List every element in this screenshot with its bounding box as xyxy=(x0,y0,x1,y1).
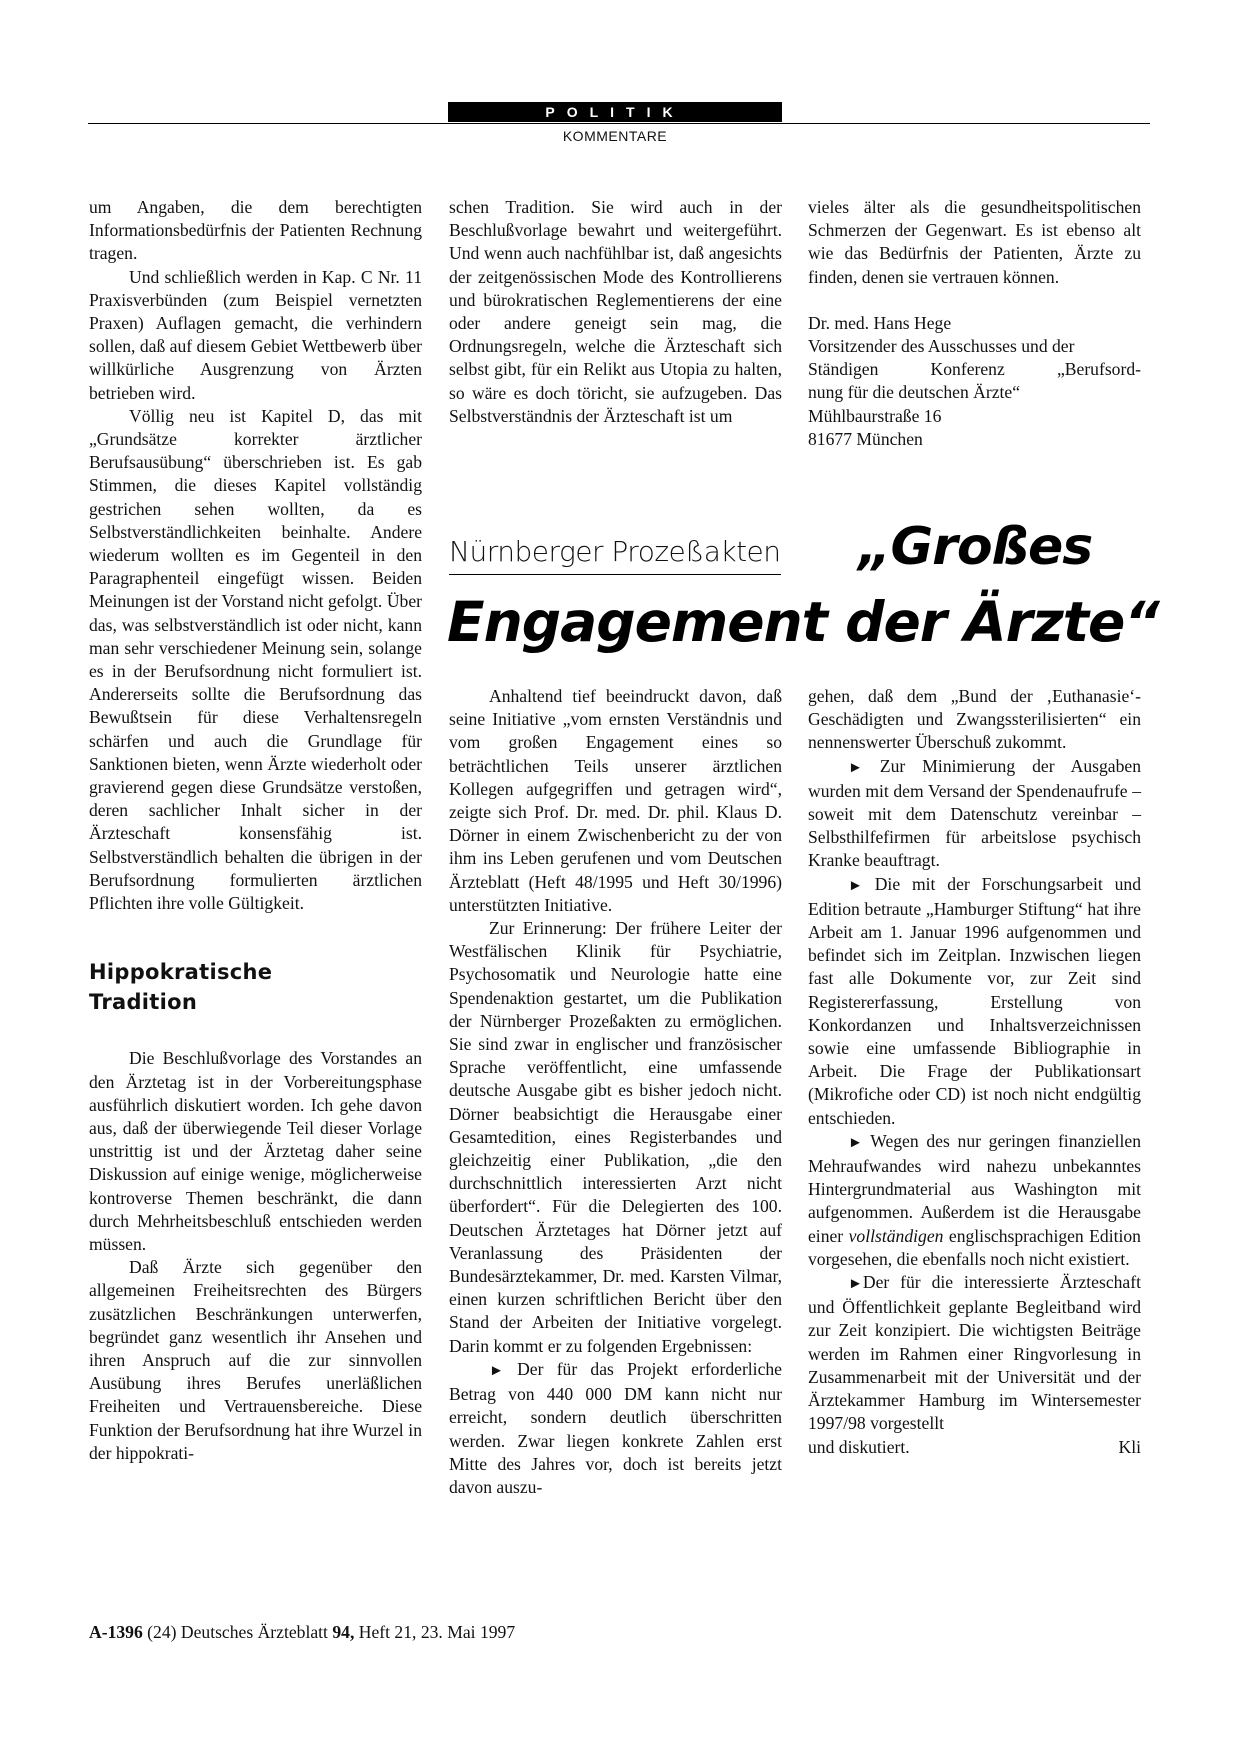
column-2-top xyxy=(449,196,782,428)
subheading-line: Hippokratische xyxy=(89,960,273,985)
signature-city: 81677 München xyxy=(808,428,923,449)
journal-issue: Heft 21, 23. Mai 1997 xyxy=(358,1622,516,1642)
triangle-bullet-icon: ► xyxy=(848,1276,863,1293)
signature-role: nung für die deutschen Ärzte“ xyxy=(808,382,1021,403)
bullet-paragraph xyxy=(808,1271,1141,1435)
bullet-text: Wegen des nur geringen finanziellen Mehraufwandes wird nahezu unbekanntes Hintergrundmaterial aus Washington mit aufgenommen. Außerdem ist die Herausgabe einer xyxy=(808,1130,1141,1246)
emphasized-word: vollständigen xyxy=(848,1225,944,1246)
paragraph: Die Beschlußvorlage des Vorstandes an den Ärztetag ist in der Vorbereitungsphase ausführlich diskutiert worden. Ich gehe davon aus, daß der überwiegende Teil dieser Vorlage unstrittig ist und der Ärztetag daher seine Diskussion auf einige wenige, möglicherweise kontroverse Themen beschränkt, die dann durch Mehrheitsbeschluß entschieden werden müssen. xyxy=(89,1048,422,1254)
signature-role: Vorsitzender des Ausschusses und der xyxy=(808,336,1075,357)
headline-line-1: „Großes xyxy=(858,517,1093,577)
triangle-bullet-icon: ► xyxy=(848,877,863,894)
bullet-text: Die mit der Forschungsarbeit und Edition betraute „Hamburger Stiftung“ hat ihre Arbeit am 1. Januar 1996 aufgenommen und befindet sich im Zeitplan. Inzwischen liegen fast alle Dokumente vor, zur Zeit sind Registererfassung, Erstellung von Konkordanzen und Inhaltsverzeichnissen sowie eine umfassende Bibliographie in Arbeit. Die Frage der Publikationsart (Mikrofiche oder CD) ist noch nicht endgültig entschieden. xyxy=(808,873,1141,1128)
journal-name: Deutsches Ärzteblatt xyxy=(180,1622,328,1642)
section-label: POLITIK xyxy=(448,102,782,122)
paragraph: Völlig neu ist Kapitel D, das mit „Grundsätze korrekter ärztlicher Berufsausübung“ überschrieben ist. Es gab Stimmen, die dieses Kapitel vollständig gestrichen sehen wollten, da es Selbstverständlichkeiten beinhalte. Andere wiederum wollten es im Gegenteil in den Paragraphenteil eingefügt wissen. Beiden Meinungen ist der Vorstand nicht gefolgt. Über das, was selbstverständlich ist oder nicht, kann man sehr verschiedener Meinung sein, solange es in der Berufsordnung nicht formuliert ist. Andererseits sollte die Berufsordnung das Bewußtsein für diese Verhaltensregeln schärfen und auch die Grundlage für Sanktionen bieten, wenn Ärzte wiederholt oder gravierend gegen diese Grundsätze verstoßen, deren sachlicher Inhalt sicher in der Ärzteschaft konsensfähig ist. Selbstverständlich behalten die übrigen in der Berufsordnung formulierten ärztlichen Pflichten ihre volle Gültigkeit. xyxy=(89,405,422,914)
closing-line xyxy=(808,1436,1141,1459)
subheading xyxy=(89,957,422,1017)
triangle-bullet-icon: ► xyxy=(848,1134,863,1151)
author-initials: Kli xyxy=(1118,1436,1141,1457)
signature-role: Ständigen Konferenz „Berufsord- xyxy=(808,359,1141,380)
article-2-column-left xyxy=(449,685,782,1499)
paragraph: vieles älter als die gesundheitspolitischen Schmerzen der Gegenwart. Es ist ebenso alt wie das Bedürfnis der Patienten, Ärzte zu finden, denen sie vertrauen können. xyxy=(808,197,1141,287)
article-kicker: Nürnberger Prozeßakten xyxy=(449,532,781,575)
bullet-text: Der für das Projekt erforderliche Betrag von 440 000 DM kann nicht nur erreicht, sondern deutlich überschritten werden. Zwar liegen konkrete Zahlen erst Mitte des Jahres vor, doch ist bereits jetzt davon auszu- xyxy=(449,1358,782,1497)
headline-line-2: Engagement der Ärzte“ xyxy=(447,590,1159,654)
subsection-label: KOMMENTARE xyxy=(562,128,668,144)
paragraph: Anhaltend tief beeindruckt davon, daß seine Initiative „vom ernsten Verständnis und vom großen Engagement eines so beträchtlichen Teils unserer ärztlichen Kollegen aufgegriffen und getragen wird“, zeigte sich Prof. Dr. med. Dr. phil. Klaus D. Dörner in einem Zwischenbericht zu der von ihm ins Leben gerufenen und vom Deutschen Ärzteblatt (Heft 48/1995 und Heft 30/1996) unterstützten Initiative. xyxy=(449,686,782,915)
bullet-text: Der für die interessierte Ärzteschaft und Öffentlichkeit geplante Begleitband wird zur Zeit konzipiert. Die wichtigsten Beiträge werden im Rahmen einer Ringvorlesung in Zusammenarbeit mit der Universität und der Ärztekammer Hamburg im Wintersemester 1997/98 vorgestellt xyxy=(808,1272,1141,1434)
bullet-text: englischsprachigen Edition vorgesehen, die ebenfalls noch nicht existiert. xyxy=(808,1225,1141,1269)
closing-text: und diskutiert. xyxy=(808,1436,910,1457)
bullet-paragraph xyxy=(449,1358,782,1499)
column-3-top xyxy=(808,196,1141,451)
triangle-bullet-icon: ► xyxy=(848,759,863,776)
column-1 xyxy=(89,196,422,1465)
paragraph: Daß Ärzte sich gegenüber den allgemeinen Freiheitsrechten des Bürgers zusätzlichen Beschränkungen unterwerfen, begründet ganz wesentlich ihr Ansehen und ihren Anspruch auf die zur sinnvollen Ausübung ihres Berufes unerläßlichen Freiheiten und Vertrauensbereiche. Diese Funktion der Berufsordnung hat ihre Wurzel in der hippokrati- xyxy=(89,1257,422,1463)
paragraph: Zur Erinnerung: Der frühere Leiter der Westfälischen Klinik für Psychiatrie, Psychosomatik und Neurologie hatte eine Spendenaktion gestartet, um die Publikation der Nürnberger Prozeßakten zu ermöglichen. Sie sind zwar in englischer und französischer Sprache veröffentlicht, eine umfassende deutsche Ausgabe gibt es bisher jedoch nicht. Dörner beabsichtigt die Herausgabe einer Gesamtedition, eines Registerbandes und gleichzeitig einer Publikation, „die den durchschnittlich interessierten Arzt nicht überfordert“. Für die Delegierten des 100. Deutschen Ärztetages hat Dörner jetzt auf Veranlassung des Präsidenten der Bundesärztekammer, Dr. med. Karsten Vilmar, einen kurzen schriftlichen Bericht über den Stand der Arbeiten der Initiative vorgelegt. Darin kommt er zu folgenden Ergebnissen: xyxy=(449,918,782,1356)
subheading-line: Tradition xyxy=(89,990,198,1015)
page-local-number: (24) xyxy=(147,1622,177,1642)
triangle-bullet-icon: ► xyxy=(489,1362,504,1379)
author-signature xyxy=(808,312,1141,451)
page-code: A-1396 xyxy=(89,1622,143,1642)
article-2-column-right xyxy=(808,685,1141,1459)
bullet-paragraph xyxy=(808,755,1141,873)
header-rule xyxy=(88,123,1150,124)
paragraph: Und schließlich werden in Kap. C Nr. 11 Praxisverbünden (zum Beispiel vernetzten Praxen) Auflagen gemacht, die verhindern sollen, daß auf diesem Gebiet Wettbewerb über willkürliche Ausgrenzung von Ärzten betrieben wird. xyxy=(89,266,422,403)
bullet-text: Zur Minimierung der Ausgaben wurden mit dem Versand der Spendenaufrufe – soweit mit dem Datenschutz vereinbar – Selbsthilfefirmen für arbeitslose psychisch Kranke beauftragt. xyxy=(808,755,1141,871)
bullet-paragraph xyxy=(808,1130,1141,1271)
signature-street: Mühlbaurstraße 16 xyxy=(808,405,942,426)
bullet-paragraph xyxy=(808,873,1141,1130)
journal-volume: 94, xyxy=(332,1622,355,1642)
signature-name: Dr. med. Hans Hege xyxy=(808,312,952,333)
paragraph: um Angaben, die dem berechtigten Informationsbedürfnis der Patienten Rechnung tragen. xyxy=(89,197,422,264)
paragraph: gehen, daß dem „Bund der ‚Euthanasie‘-Geschädigten und Zwangssterilisierten“ ein nennenswerter Überschuß zukommt. xyxy=(808,686,1141,753)
page-footer xyxy=(89,1622,515,1643)
paragraph: schen Tradition. Sie wird auch in der Beschlußvorlage bewahrt und weitergeführt. Und wenn auch nachfühlbar ist, daß angesichts der zeitgenössischen Mode des Kontrollierens und bürokratischen Reglementierens der eine oder andere geneigt sein mag, die Ordnungsregeln, welche die Ärzteschaft sich selbst gibt, für ein Relikt aus Utopia zu halten, so wäre es doch töricht, sie aufzugeben. Das Selbstverständnis der Ärzteschaft ist um xyxy=(449,197,782,426)
